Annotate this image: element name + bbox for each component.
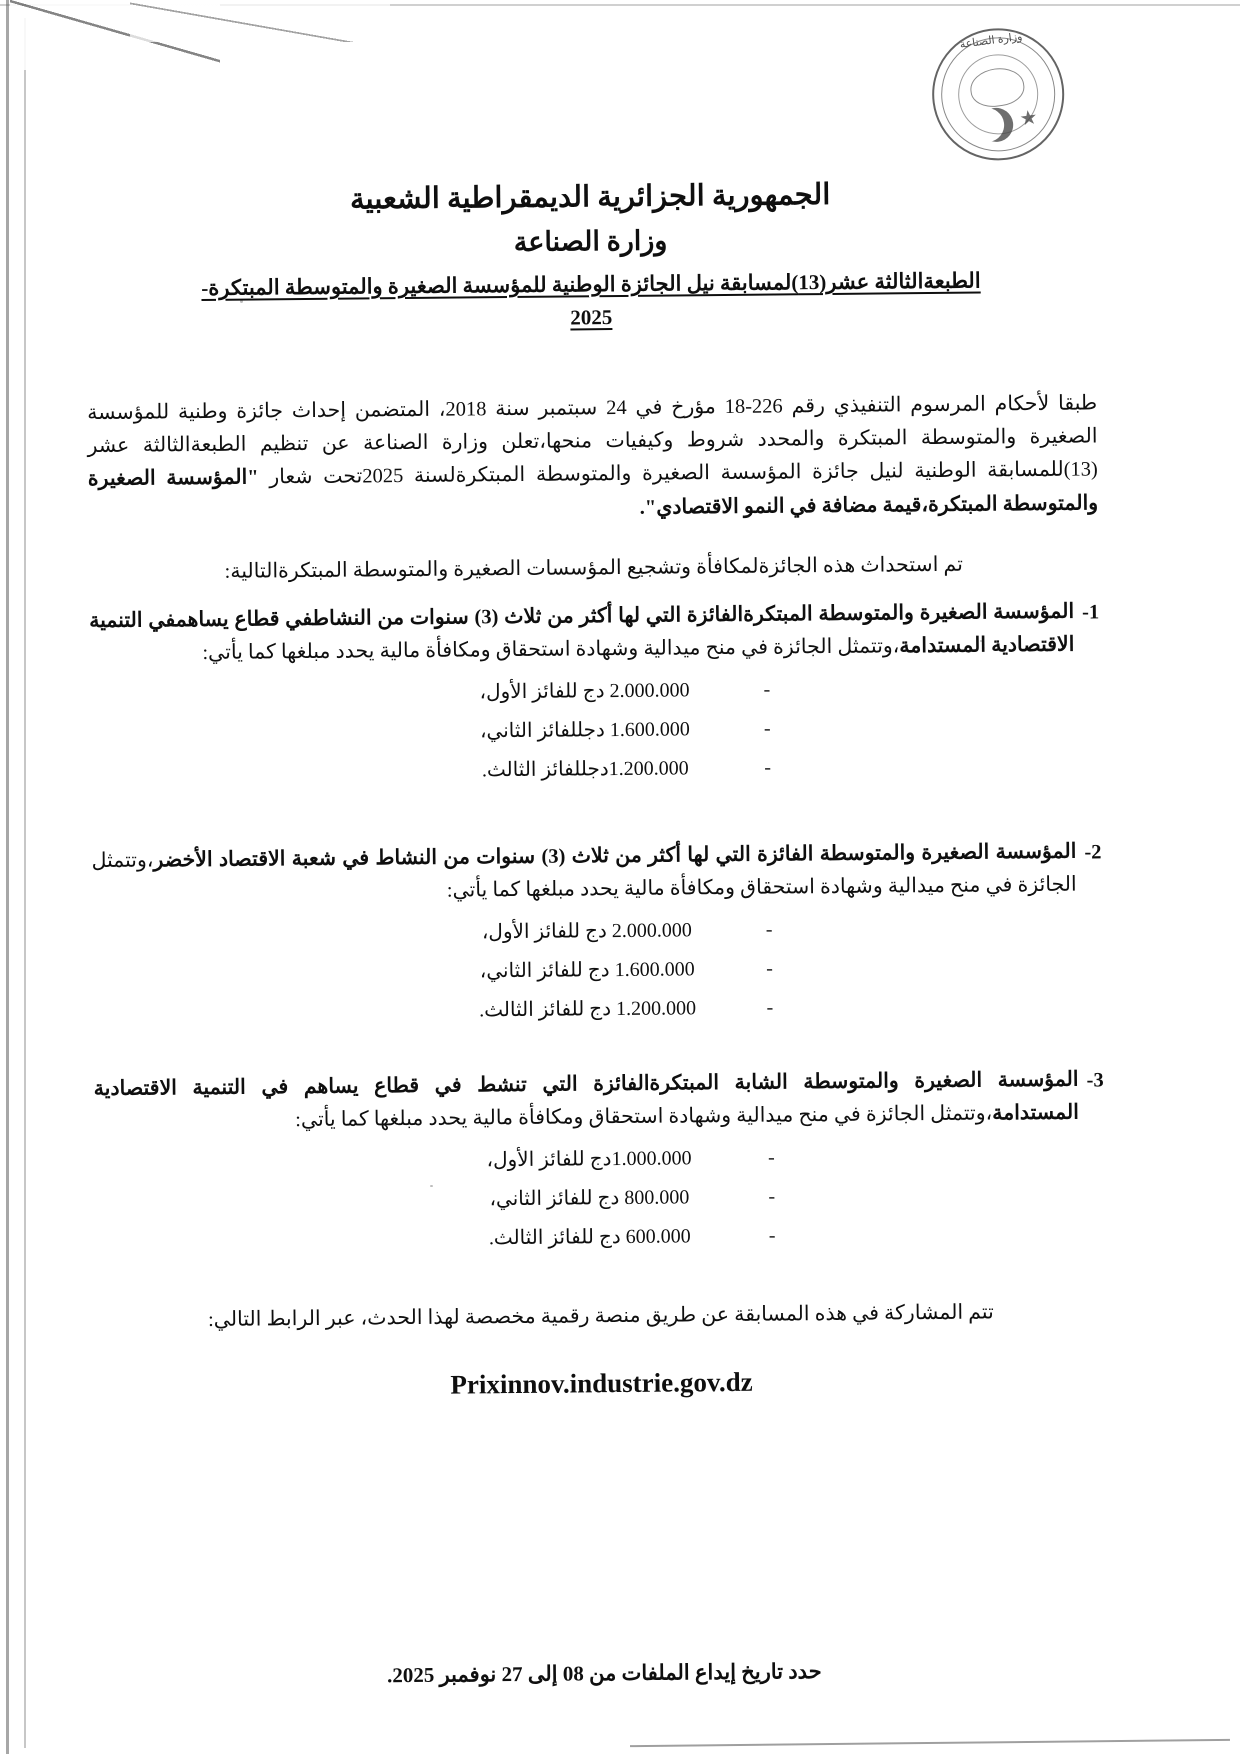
republic-heading: الجمهورية الجزائرية الديمقراطية الشعبية [349,178,831,216]
seal-top-text: وزارة الصناعة [959,30,1024,51]
category-number-3: 3- [1086,1069,1104,1092]
intro-paragraph [87,387,1098,530]
document-title [86,263,1097,338]
lead-in-paragraph: تم استحداث هذه الجائزةلمكافأة وتشجيع المؤسسات الصغيرة والمتوسطة المبتكرةالتالية: [224,553,963,583]
category-bold-lead-1: المؤسسة الصغيرة والمتوسطة المبتكرةالفائزة التي لها أكثر من ثلاث (3) سنوات من النشاطفي قطاع يساهمفي التنمية الاقتصادية المستدامة [89,600,1075,658]
category-body-1 [89,596,1075,672]
category-rest-1: ،وتتمثل الجائزة في منح ميدالية وشهادة استحقاق ومكافأة مالية يحدد مبلغها كما يأتي: [202,635,900,665]
prize-amount: 2.000.000 دج للفائز الأول، [481,919,692,944]
star-icon: ★ [1018,106,1040,131]
prize-amount: 1.600.000 دجللفائز الثاني، [479,718,690,743]
prize-dash: - [768,1185,776,1209]
prize-amount: 1.200.000 دج للفائز الثالث. [479,997,697,1022]
category-item-2 [91,835,1103,1034]
prize-amount: 1.200.000دجللفائز الثالث. [481,757,689,782]
prize-dash: - [765,918,773,942]
category-item-3 [94,1063,1106,1262]
prize-row [95,1214,1105,1263]
closing-paragraph: تتم المشاركة في هذه المسابقة عن طريق منصة رقمية مخصصة لهذا الحدث، عبر الرابط التالي: [207,1301,994,1331]
document-title-year: 2025 [570,304,613,330]
prize-list-1 [90,668,1101,795]
category-item-1 [89,595,1101,794]
intro-text: طبقا لأحكام المرسوم التنفيذي رقم 226-18 مؤرخ في 24 سبتمبر سنة 2018، المتضمن إحداث جائزة وطنية للمؤسسة الصغيرة والمتوسطة المبتكرة والمحدد شروط وكيفيات منحها،تعلن وزارة الصناعة عن تنظيم الطبعةالثالثة عشر (13)للمسابقة الوطنية لنيل جائزة المؤسسة الصغيرة والمتوسطة المبتكرةلسنة 2025تحت شعار [87,392,1098,489]
prize-dash: - [763,717,771,741]
ministry-seal-stamp [924,20,1072,168]
intro-slogan: "المؤسسة الصغيرة والمتوسطة المبتكرة،قيمة مضافة في النمو الاقتصادي". [87,466,1099,519]
deadline-notice: حدد تاريخ إيداع الملفات من 08 إلى 27 نوفمبر 2025. [386,1659,822,1688]
prize-dash: - [764,756,772,780]
prize-amount: 600.000 دج للفائز الثالث. [488,1225,691,1250]
prize-dash: - [766,996,774,1020]
category-number-1: 1- [1081,601,1100,624]
prize-row [90,746,1100,795]
category-bold-lead-3: المؤسسة الصغيرة والمتوسطة الشابة المبتكرةالفائزة التي تنشط في قطاع يساهم في التنمية الاقتصادية المستدامة [93,1068,1079,1125]
prize-dash: - [763,678,771,702]
prize-amount: 2.000.000 دج للفائز الأول، [479,679,690,704]
category-rest-2: ،وتتمثل الجائزة في منح ميدالية وشهادة استحقاق ومكافأة مالية يحدد مبلغها كما يأتي: [91,849,1077,902]
category-rest-3: ،وتتمثل الجائزة في منح ميدالية وشهادة استحقاق ومكافأة مالية يحدد مبلغها كما يأتي: [295,1102,993,1132]
prize-list-2 [92,908,1103,1035]
prize-amount: 1.000.000دج للفائز الأول، [486,1147,692,1172]
prize-dash: - [768,1224,776,1248]
prize-row [93,986,1103,1035]
document-title-main: الطبعةالثالثة عشر(13)لمسابقة نيل الجائزة الوطنية للمؤسسة الصغيرة والمتوسطة المبتكرة- [201,268,981,300]
prize-list-3 [94,1136,1105,1263]
ministry-heading: وزارة الصناعة [513,225,668,257]
prize-dash: - [767,1146,775,1170]
category-bold-lead-2: المؤسسة الصغيرة والمتوسطة الفائزة التي لها أكثر من ثلاث (3) سنوات من النشاط في شعبة الاقتصاد الأخضر [153,840,1077,872]
prize-amount: 800.000 دج للفائز الثاني، [489,1186,690,1211]
category-number-2: 2- [1084,841,1102,864]
prize-amount: 1.600.000 دج للفائز الثاني، [479,958,695,983]
prize-dash: - [766,957,774,981]
category-body-3 [94,1064,1080,1140]
platform-url[interactable]: Prixinnov.industrie.gov.dz [450,1366,753,1400]
category-body-2 [91,836,1077,912]
